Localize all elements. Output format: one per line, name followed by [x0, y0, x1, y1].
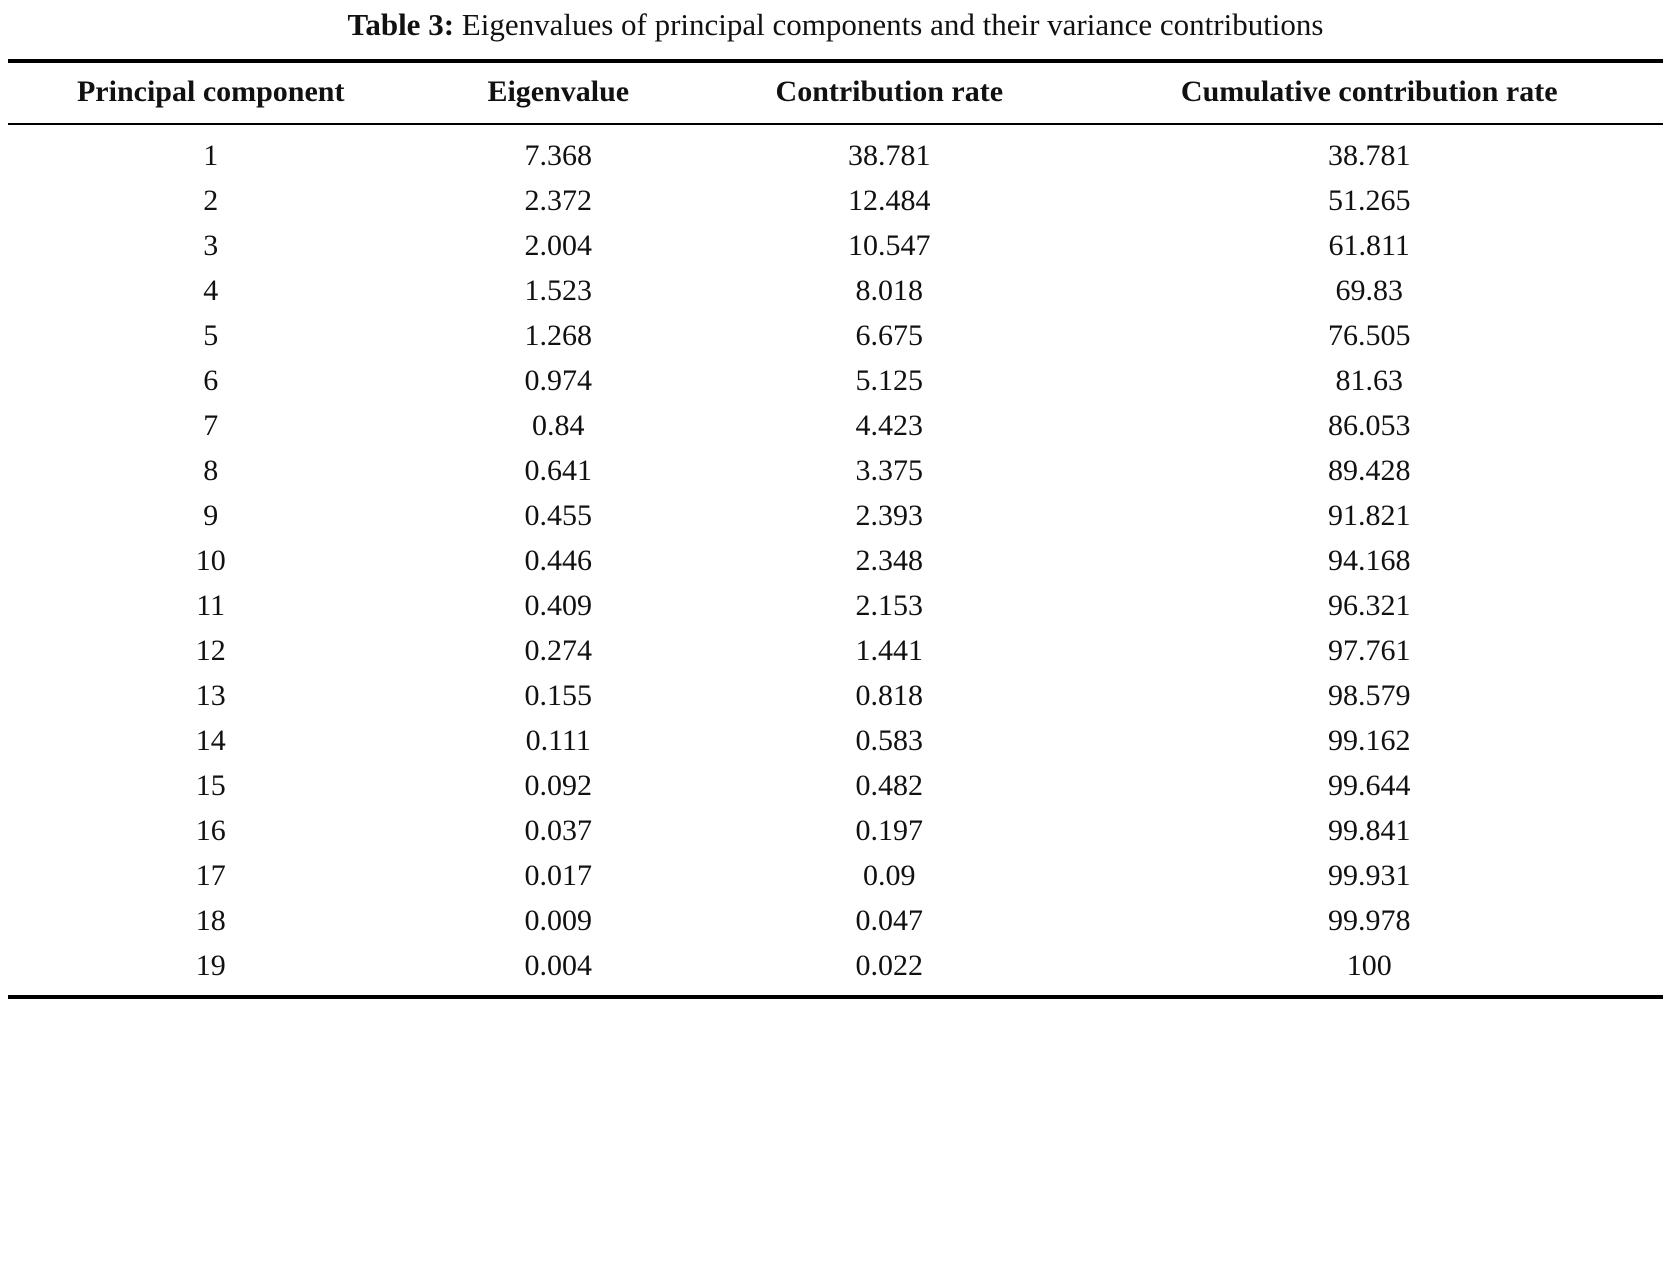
- table-cell: 0.641: [524, 454, 593, 488]
- table-row: [8, 809, 1663, 854]
- table-cell: 81.63: [1335, 364, 1403, 398]
- pca-eigenvalue-table: [8, 59, 1663, 999]
- table-cell: 0.274: [524, 634, 593, 668]
- table-cell: 0.009: [524, 904, 593, 938]
- table-cell: 5: [203, 319, 219, 353]
- table-row: [8, 124, 1663, 179]
- table-row: [8, 539, 1663, 584]
- table-cell: 2.372: [524, 184, 593, 218]
- table-cell: 38.781: [848, 139, 931, 173]
- table-cell: 99.162: [1327, 724, 1411, 758]
- table-cell: 2: [203, 184, 219, 218]
- table-row: [8, 359, 1663, 404]
- table-cell: 99.931: [1327, 859, 1411, 893]
- table-cell: 0.84: [532, 409, 585, 443]
- table-cell: 1.523: [524, 274, 593, 308]
- table-row: [8, 629, 1663, 674]
- table-cell: 3: [203, 229, 219, 263]
- table-cell: 69.83: [1335, 274, 1403, 308]
- table-cell: 4: [203, 274, 219, 308]
- table-row: [8, 179, 1663, 224]
- table-cell: 51.265: [1327, 184, 1411, 218]
- table-caption: [8, 0, 1663, 59]
- table-cell: 7: [203, 409, 219, 443]
- table-row: [8, 674, 1663, 719]
- table-cell: 10.547: [848, 229, 931, 263]
- table-cell: 76.505: [1327, 319, 1411, 353]
- table-cell: 1.268: [524, 319, 593, 353]
- table-cell: 2.004: [524, 229, 593, 263]
- table-cell: 0.155: [524, 679, 593, 713]
- table-cell: 0.974: [524, 364, 593, 398]
- table-row: [8, 719, 1663, 764]
- column-header-contribution-rate: Contribution rate: [775, 75, 1004, 109]
- table-cell: 0.017: [524, 859, 593, 893]
- table-cell: 0.111: [525, 724, 591, 758]
- table-cell: 14: [195, 724, 226, 758]
- table-row: [8, 494, 1663, 539]
- table-cell: 7.368: [524, 139, 593, 173]
- table-cell: 12: [195, 634, 226, 668]
- table-row: [8, 449, 1663, 494]
- table-cell: 2.348: [855, 544, 924, 578]
- table-cell: 0.583: [855, 724, 924, 758]
- table-cell: 19: [195, 949, 226, 983]
- table-cell: 86.053: [1327, 409, 1411, 443]
- table-caption-text: Eigenvalues of principal components and their variance contributions: [461, 7, 1324, 42]
- table-cell: 0.037: [524, 814, 593, 848]
- table-cell: 97.761: [1327, 634, 1411, 668]
- table-cell: 0.092: [524, 769, 593, 803]
- table-cell: 99.644: [1327, 769, 1411, 803]
- table-cell: 18: [195, 904, 226, 938]
- table-cell: 10: [195, 544, 226, 578]
- table-cell: 0.409: [524, 589, 593, 623]
- table-cell: 0.197: [855, 814, 924, 848]
- table-cell: 17: [195, 859, 226, 893]
- table-cell: 0.004: [524, 949, 593, 983]
- table-cell: 98.579: [1327, 679, 1411, 713]
- table-cell: 1: [203, 139, 219, 173]
- table-cell: 5.125: [855, 364, 924, 398]
- table-header-row: [8, 61, 1663, 124]
- table-row: [8, 404, 1663, 449]
- table-cell: 15: [195, 769, 226, 803]
- table-cell: 0.446: [524, 544, 593, 578]
- table-cell: 96.321: [1327, 589, 1411, 623]
- table-cell: 0.09: [863, 859, 916, 893]
- table-cell: 99.841: [1327, 814, 1411, 848]
- table-cell: 94.168: [1327, 544, 1411, 578]
- table-cell: 89.428: [1327, 454, 1411, 488]
- table-cell: 12.484: [848, 184, 931, 218]
- table-caption-label: Table 3:: [347, 7, 455, 42]
- table-cell: 6.675: [855, 319, 924, 353]
- table-cell: 0.047: [855, 904, 924, 938]
- table-cell: 11: [196, 589, 226, 623]
- table-cell: 16: [195, 814, 226, 848]
- table-cell: 0.022: [855, 949, 924, 983]
- table-cell: 8: [203, 454, 219, 488]
- table-cell: 4.423: [855, 409, 924, 443]
- column-header-cumulative-contribution-rate: Cumulative contribution rate: [1180, 75, 1558, 109]
- table-cell: 100: [1346, 949, 1392, 983]
- table-cell: 99.978: [1327, 904, 1411, 938]
- table-cell: 2.153: [855, 589, 924, 623]
- table-cell: 61.811: [1328, 229, 1410, 263]
- table-row: [8, 314, 1663, 359]
- column-header-principal-component: Principal component: [76, 75, 345, 109]
- table-cell: 8.018: [855, 274, 924, 308]
- table-cell: 9: [203, 499, 219, 533]
- table-cell: 2.393: [855, 499, 924, 533]
- table-row: [8, 224, 1663, 269]
- table-cell: 0.482: [855, 769, 924, 803]
- table-cell: 0.818: [855, 679, 924, 713]
- table-header: [8, 61, 1663, 124]
- table-body: [8, 124, 1663, 997]
- table-row: [8, 944, 1663, 998]
- table-row: [8, 854, 1663, 899]
- table-cell: 3.375: [855, 454, 924, 488]
- table-cell: 38.781: [1327, 139, 1411, 173]
- table-row: [8, 584, 1663, 629]
- table-cell: 6: [203, 364, 219, 398]
- table-row: [8, 899, 1663, 944]
- table-cell: 0.455: [524, 499, 593, 533]
- table-row: [8, 764, 1663, 809]
- column-header-eigenvalue: Eigenvalue: [487, 75, 630, 109]
- table-cell: 13: [195, 679, 226, 713]
- table-cell: 91.821: [1327, 499, 1411, 533]
- table-cell: 1.441: [855, 634, 924, 668]
- table-row: [8, 269, 1663, 314]
